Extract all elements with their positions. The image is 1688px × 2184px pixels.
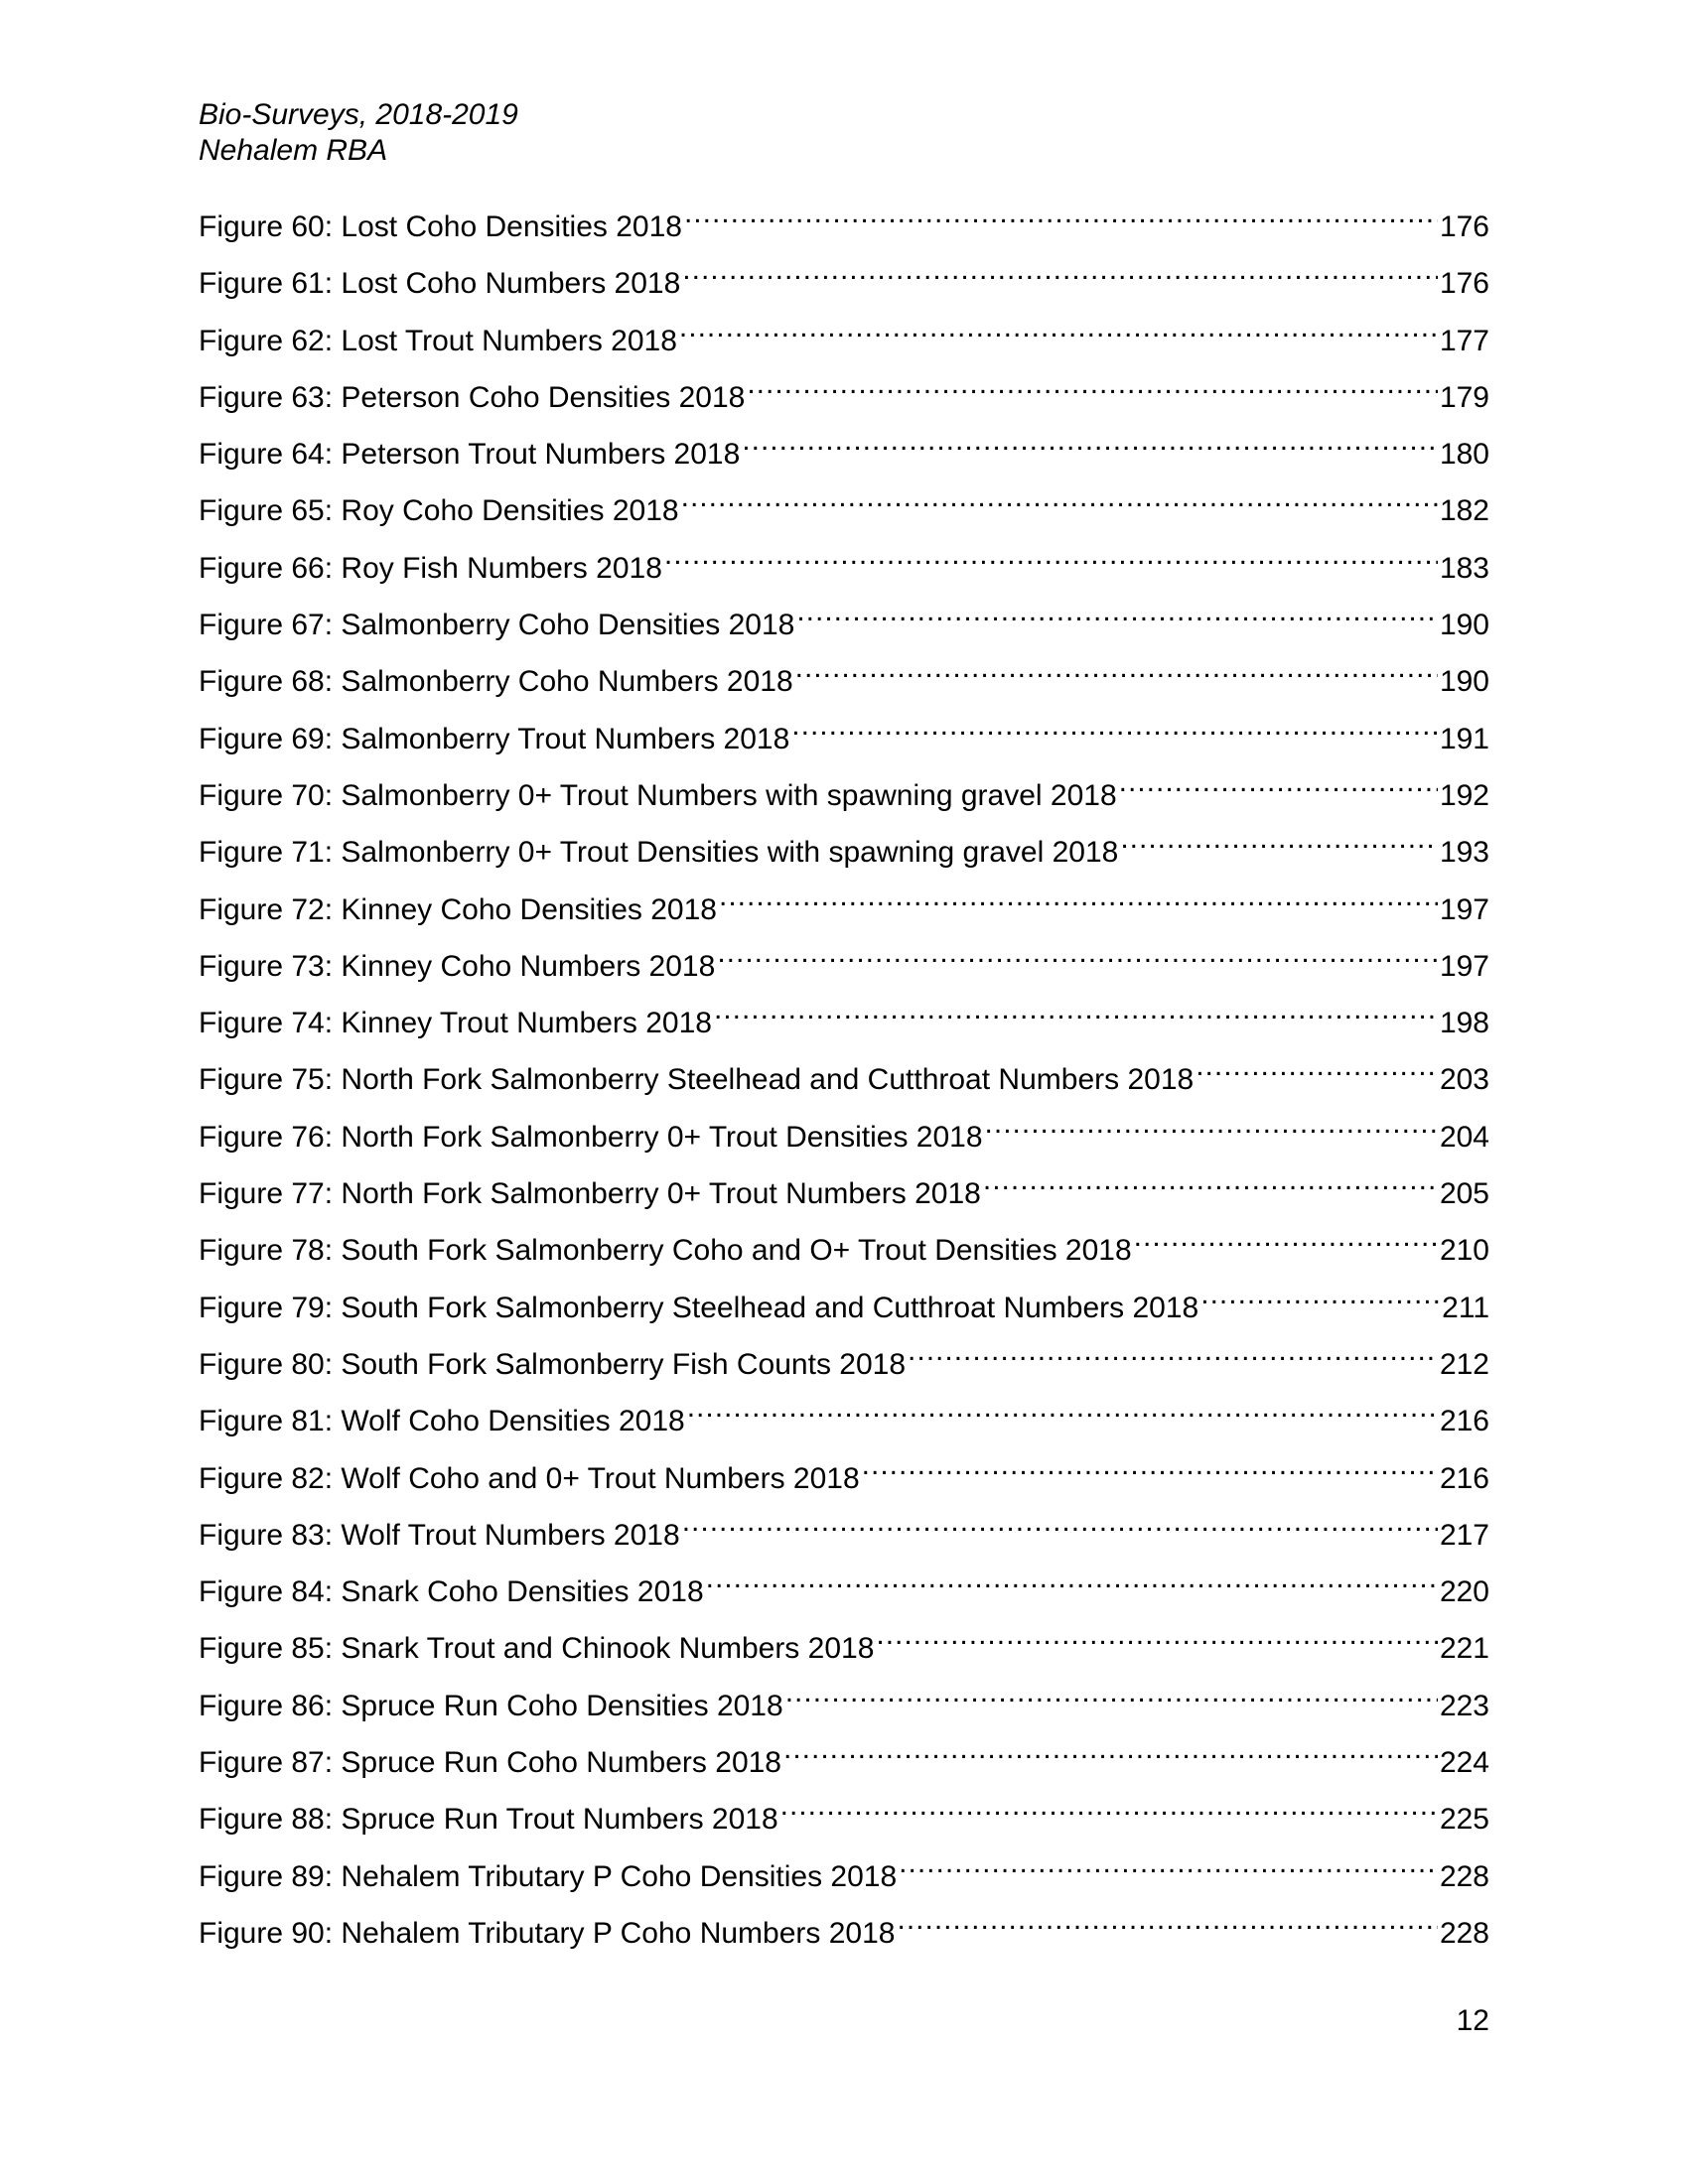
toc-entry-title: Figure 65: Roy Coho Densities 2018 [199,494,679,528]
toc-entry[interactable] [199,993,1489,1049]
toc-dot-leader [795,651,1438,691]
toc-dot-leader [714,993,1438,1032]
toc-entry[interactable] [199,1049,1489,1106]
toc-entry-title: Figure 85: Snark Trout and Chinook Numbers 2018 [199,1632,875,1666]
toc-entry-title: Figure 88: Spruce Run Trout Numbers 2018 [199,1803,778,1837]
toc-entry-title: Figure 74: Kinney Trout Numbers 2018 [199,1007,712,1040]
toc-entry-title: Figure 61: Lost Coho Numbers 2018 [199,267,681,301]
toc-entry-title: Figure 73: Kinney Coho Numbers 2018 [199,949,716,983]
toc-entry-page: 180 [1439,438,1489,472]
toc-entry-title: Figure 79: South Fork Salmonberry Steelhead and Cutthroat Numbers 2018 [199,1291,1199,1324]
toc-entry-page: 210 [1439,1234,1489,1268]
toc-dot-leader [783,1732,1438,1772]
toc-dot-leader [1134,1220,1438,1260]
toc-entry-title: Figure 68: Salmonberry Coho Numbers 2018 [199,665,793,699]
toc-entry-page: 223 [1439,1689,1489,1722]
toc-dot-leader [717,936,1438,976]
toc-dot-leader [1200,1278,1440,1317]
toc-entry-page: 177 [1439,324,1489,357]
toc-entry[interactable] [199,1846,1489,1903]
toc-entry-page: 190 [1439,665,1489,699]
toc-entry-title: Figure 75: North Fork Salmonberry Steelhead and Cutthroat Numbers 2018 [199,1063,1195,1097]
toc-entry-page: 204 [1439,1120,1489,1154]
toc-entry[interactable] [199,1789,1489,1845]
toc-entry-title: Figure 63: Peterson Coho Densities 2018 [199,380,746,414]
toc-entry-page: 191 [1439,722,1489,755]
toc-entry[interactable] [199,1163,1489,1220]
toc-dot-leader [682,1505,1438,1545]
header-report-title: Bio-Surveys, 2018-2019 [199,98,518,131]
toc-entry-page: 197 [1439,892,1489,926]
toc-entry[interactable] [199,880,1489,936]
toc-entry-page: 193 [1439,836,1489,870]
toc-entry-title: Figure 76: North Fork Salmonberry 0+ Trout Densities 2018 [199,1120,983,1154]
toc-entry[interactable] [199,651,1489,708]
toc-entry-page: 176 [1439,210,1489,243]
toc-dot-leader [899,1846,1438,1886]
toc-dot-leader [1120,822,1438,862]
toc-entry-title: Figure 70: Salmonberry 0+ Trout Numbers with spawning gravel 2018 [199,778,1117,812]
toc-entry-title: Figure 77: North Fork Salmonberry 0+ Trout Numbers 2018 [199,1177,981,1211]
toc-dot-leader [876,1618,1438,1658]
toc-entry-page: 183 [1439,551,1489,585]
toc-entry[interactable] [199,311,1489,367]
toc-entry-title: Figure 82: Wolf Coho and 0+ Trout Numbers 2018 [199,1461,860,1495]
toc-entry-page: 221 [1439,1632,1489,1666]
toc-entry[interactable] [199,197,1489,253]
list-of-figures [199,197,1489,1960]
toc-entry-page: 216 [1439,1405,1489,1438]
running-header [199,97,518,169]
toc-dot-leader [796,595,1438,634]
toc-entry[interactable] [199,1505,1489,1562]
toc-entry[interactable] [199,1676,1489,1732]
toc-dot-leader [785,1676,1438,1715]
toc-entry-title: Figure 86: Spruce Run Coho Densities 2018 [199,1689,783,1722]
toc-entry[interactable] [199,822,1489,879]
toc-entry-title: Figure 66: Roy Fish Numbers 2018 [199,551,662,585]
toc-entry-title: Figure 78: South Fork Salmonberry Coho and O+ Trout Densities 2018 [199,1234,1132,1268]
toc-entry-page: 203 [1439,1063,1489,1097]
toc-entry-page: 179 [1439,380,1489,414]
toc-dot-leader [780,1789,1438,1829]
toc-entry-title: Figure 64: Peterson Trout Numbers 2018 [199,438,741,472]
toc-dot-leader [791,709,1438,749]
toc-entry-title: Figure 84: Snark Coho Densities 2018 [199,1575,704,1609]
toc-entry[interactable] [199,538,1489,595]
toc-entry-page: 220 [1439,1575,1489,1609]
toc-dot-leader [681,480,1438,520]
toc-entry-title: Figure 83: Wolf Trout Numbers 2018 [199,1518,680,1552]
toc-entry-title: Figure 90: Nehalem Tributary P Coho Numbers 2018 [199,1916,896,1950]
toc-entry[interactable] [199,424,1489,480]
page-number: 12 [1456,2004,1489,2037]
toc-dot-leader [862,1448,1438,1488]
toc-entry[interactable] [199,936,1489,993]
toc-entry-page: 216 [1439,1461,1489,1495]
toc-entry-page: 211 [1442,1291,1489,1324]
toc-entry-title: Figure 67: Salmonberry Coho Densities 2018 [199,609,795,642]
toc-dot-leader [1196,1049,1438,1089]
toc-entry[interactable] [199,1107,1489,1163]
toc-dot-leader [747,367,1438,407]
toc-entry[interactable] [199,1618,1489,1675]
toc-dot-leader [719,880,1438,919]
toc-entry-page: 217 [1439,1518,1489,1552]
toc-entry[interactable] [199,253,1489,310]
toc-dot-leader [983,1163,1438,1203]
toc-entry-page: 228 [1439,1859,1489,1893]
toc-entry[interactable] [199,709,1489,765]
toc-entry-page: 224 [1439,1746,1489,1780]
toc-entry-page: 182 [1439,494,1489,528]
toc-dot-leader [684,197,1438,236]
toc-entry[interactable] [199,1732,1489,1789]
toc-entry-title: Figure 89: Nehalem Tributary P Coho Densities 2018 [199,1859,898,1893]
toc-entry[interactable] [199,595,1489,651]
toc-dot-leader [742,424,1438,464]
toc-dot-leader [679,311,1438,350]
toc-entry-page: 176 [1439,267,1489,301]
toc-entry[interactable] [199,367,1489,424]
toc-entry-page: 225 [1439,1803,1489,1837]
toc-entry-title: Figure 60: Lost Coho Densities 2018 [199,210,682,243]
toc-entry-title: Figure 72: Kinney Coho Densities 2018 [199,892,717,926]
toc-entry[interactable] [199,1278,1489,1334]
toc-entry-title: Figure 69: Salmonberry Trout Numbers 2018 [199,722,790,755]
toc-dot-leader [1119,765,1438,805]
toc-entry-page: 205 [1439,1177,1489,1211]
toc-entry-page: 228 [1439,1916,1489,1950]
toc-dot-leader [706,1562,1438,1601]
toc-dot-leader [664,538,1438,578]
toc-dot-leader [985,1107,1438,1147]
toc-entry[interactable] [199,1391,1489,1447]
toc-entry-title: Figure 62: Lost Trout Numbers 2018 [199,324,677,357]
toc-entry-title: Figure 71: Salmonberry 0+ Trout Densities with spawning gravel 2018 [199,836,1119,870]
toc-entry-title: Figure 80: South Fork Salmonberry Fish Counts 2018 [199,1347,907,1381]
toc-entry[interactable] [199,1903,1489,1960]
toc-dot-leader [682,253,1438,293]
toc-entry[interactable] [199,480,1489,537]
toc-entry-page: 190 [1439,609,1489,642]
toc-entry-page: 198 [1439,1007,1489,1040]
toc-entry-page: 197 [1439,949,1489,983]
toc-entry-page: 192 [1439,778,1489,812]
toc-entry[interactable] [199,1334,1489,1391]
toc-dot-leader [908,1334,1438,1374]
toc-entry[interactable] [199,1448,1489,1505]
header-basin-name: Nehalem RBA [199,134,388,167]
toc-entry-title: Figure 81: Wolf Coho Densities 2018 [199,1405,685,1438]
toc-entry[interactable] [199,1220,1489,1277]
toc-entry-title: Figure 87: Spruce Run Coho Numbers 2018 [199,1746,781,1780]
toc-entry[interactable] [199,1562,1489,1618]
toc-entry[interactable] [199,765,1489,822]
toc-entry-page: 212 [1439,1347,1489,1381]
toc-dot-leader [687,1391,1438,1431]
toc-dot-leader [897,1903,1437,1943]
